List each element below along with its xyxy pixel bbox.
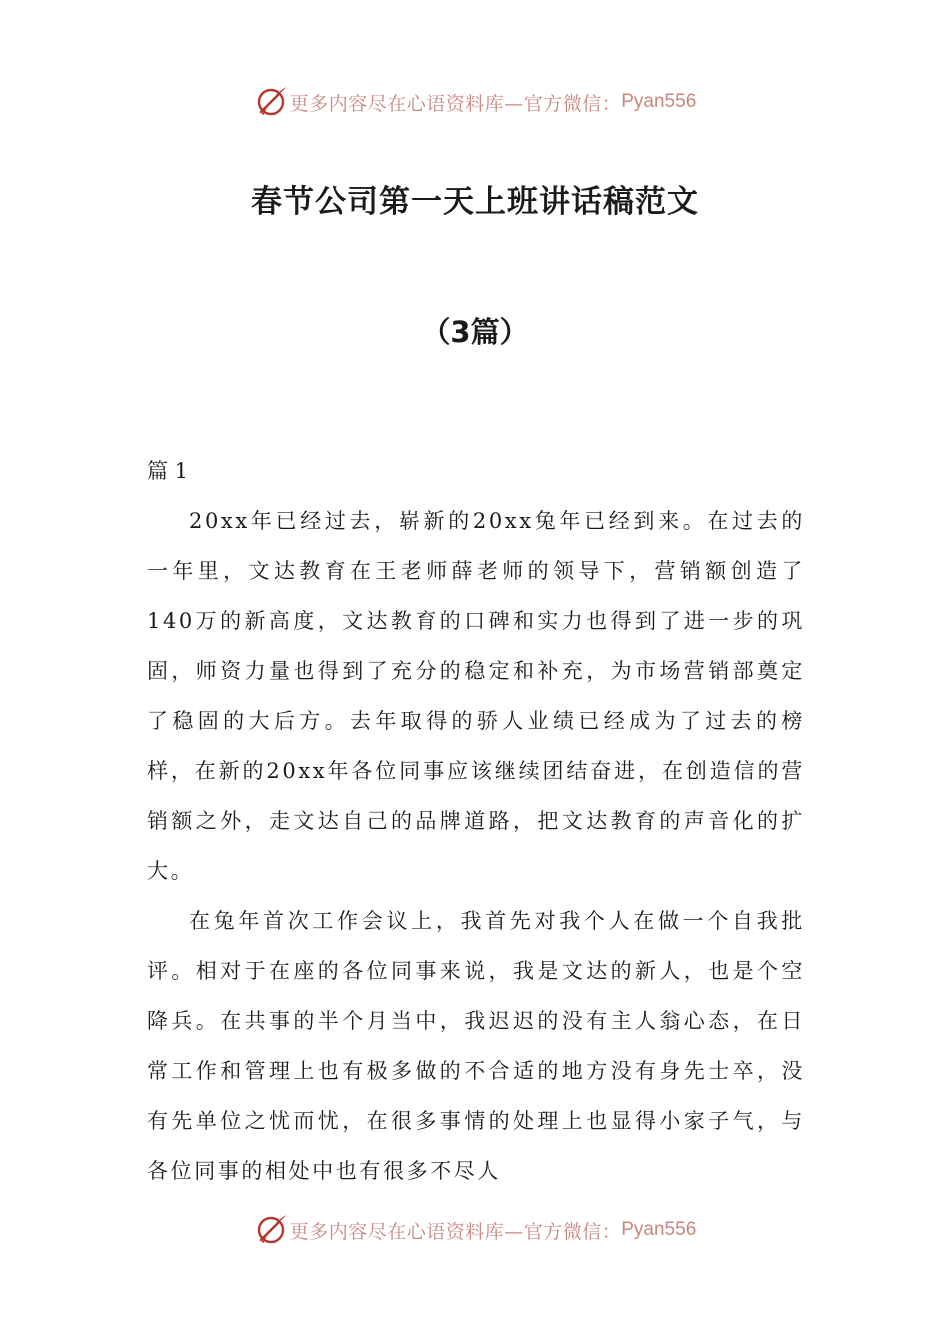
document-body bbox=[147, 446, 805, 1196]
document-subtitle: （3篇） bbox=[421, 315, 529, 349]
section-label: 篇 1 bbox=[147, 459, 189, 483]
footer-watermark bbox=[0, 1210, 950, 1250]
watermark-handle: Pyan556 bbox=[621, 91, 697, 112]
quill-logo-icon bbox=[254, 1213, 288, 1247]
document-title: 春节公司第一天上班讲话稿范文 bbox=[251, 184, 699, 220]
body-paragraph: 20xx年已经过去，崭新的20xx兔年已经到来。在过去的一年里，文达教育在王老师薛老师的领导下，营销额创造了140万的新高度，文达教育的口碑和实力也得到了进一步的巩固，师资力量也得到了充分的稳定和补充，为市场营销部奠定了稳固的大后方。去年取得的骄人业绩已经成为了过去的榜样，在新的20xx年各位同事应该继续团结奋进，在创造信的营销额之外，走文达自己的品牌道路，把文达教育的声音化的扩大。 bbox=[147, 509, 805, 883]
body-paragraph: 在兔年首次工作会议上，我首先对我个人在做一个自我批评。相对于在座的各位同事来说，我是文达的新人，也是个空降兵。在共事的半个月当中，我迟迟的没有主人翁心态，在日常工作和管理上也有极多做的不合适的地方没有身先士卒，没有先单位之忧而忧，在很多事情的处理上也显得小家子气，与各位同事的相处中也有很多不尽人 bbox=[147, 909, 805, 1183]
quill-logo-icon bbox=[254, 85, 288, 119]
watermark-text: 更多内容尽在心语资料库—官方微信： bbox=[289, 1220, 622, 1243]
header-watermark bbox=[0, 82, 950, 122]
watermark-handle: Pyan556 bbox=[621, 1219, 697, 1240]
watermark-text: 更多内容尽在心语资料库—官方微信： bbox=[289, 92, 622, 115]
